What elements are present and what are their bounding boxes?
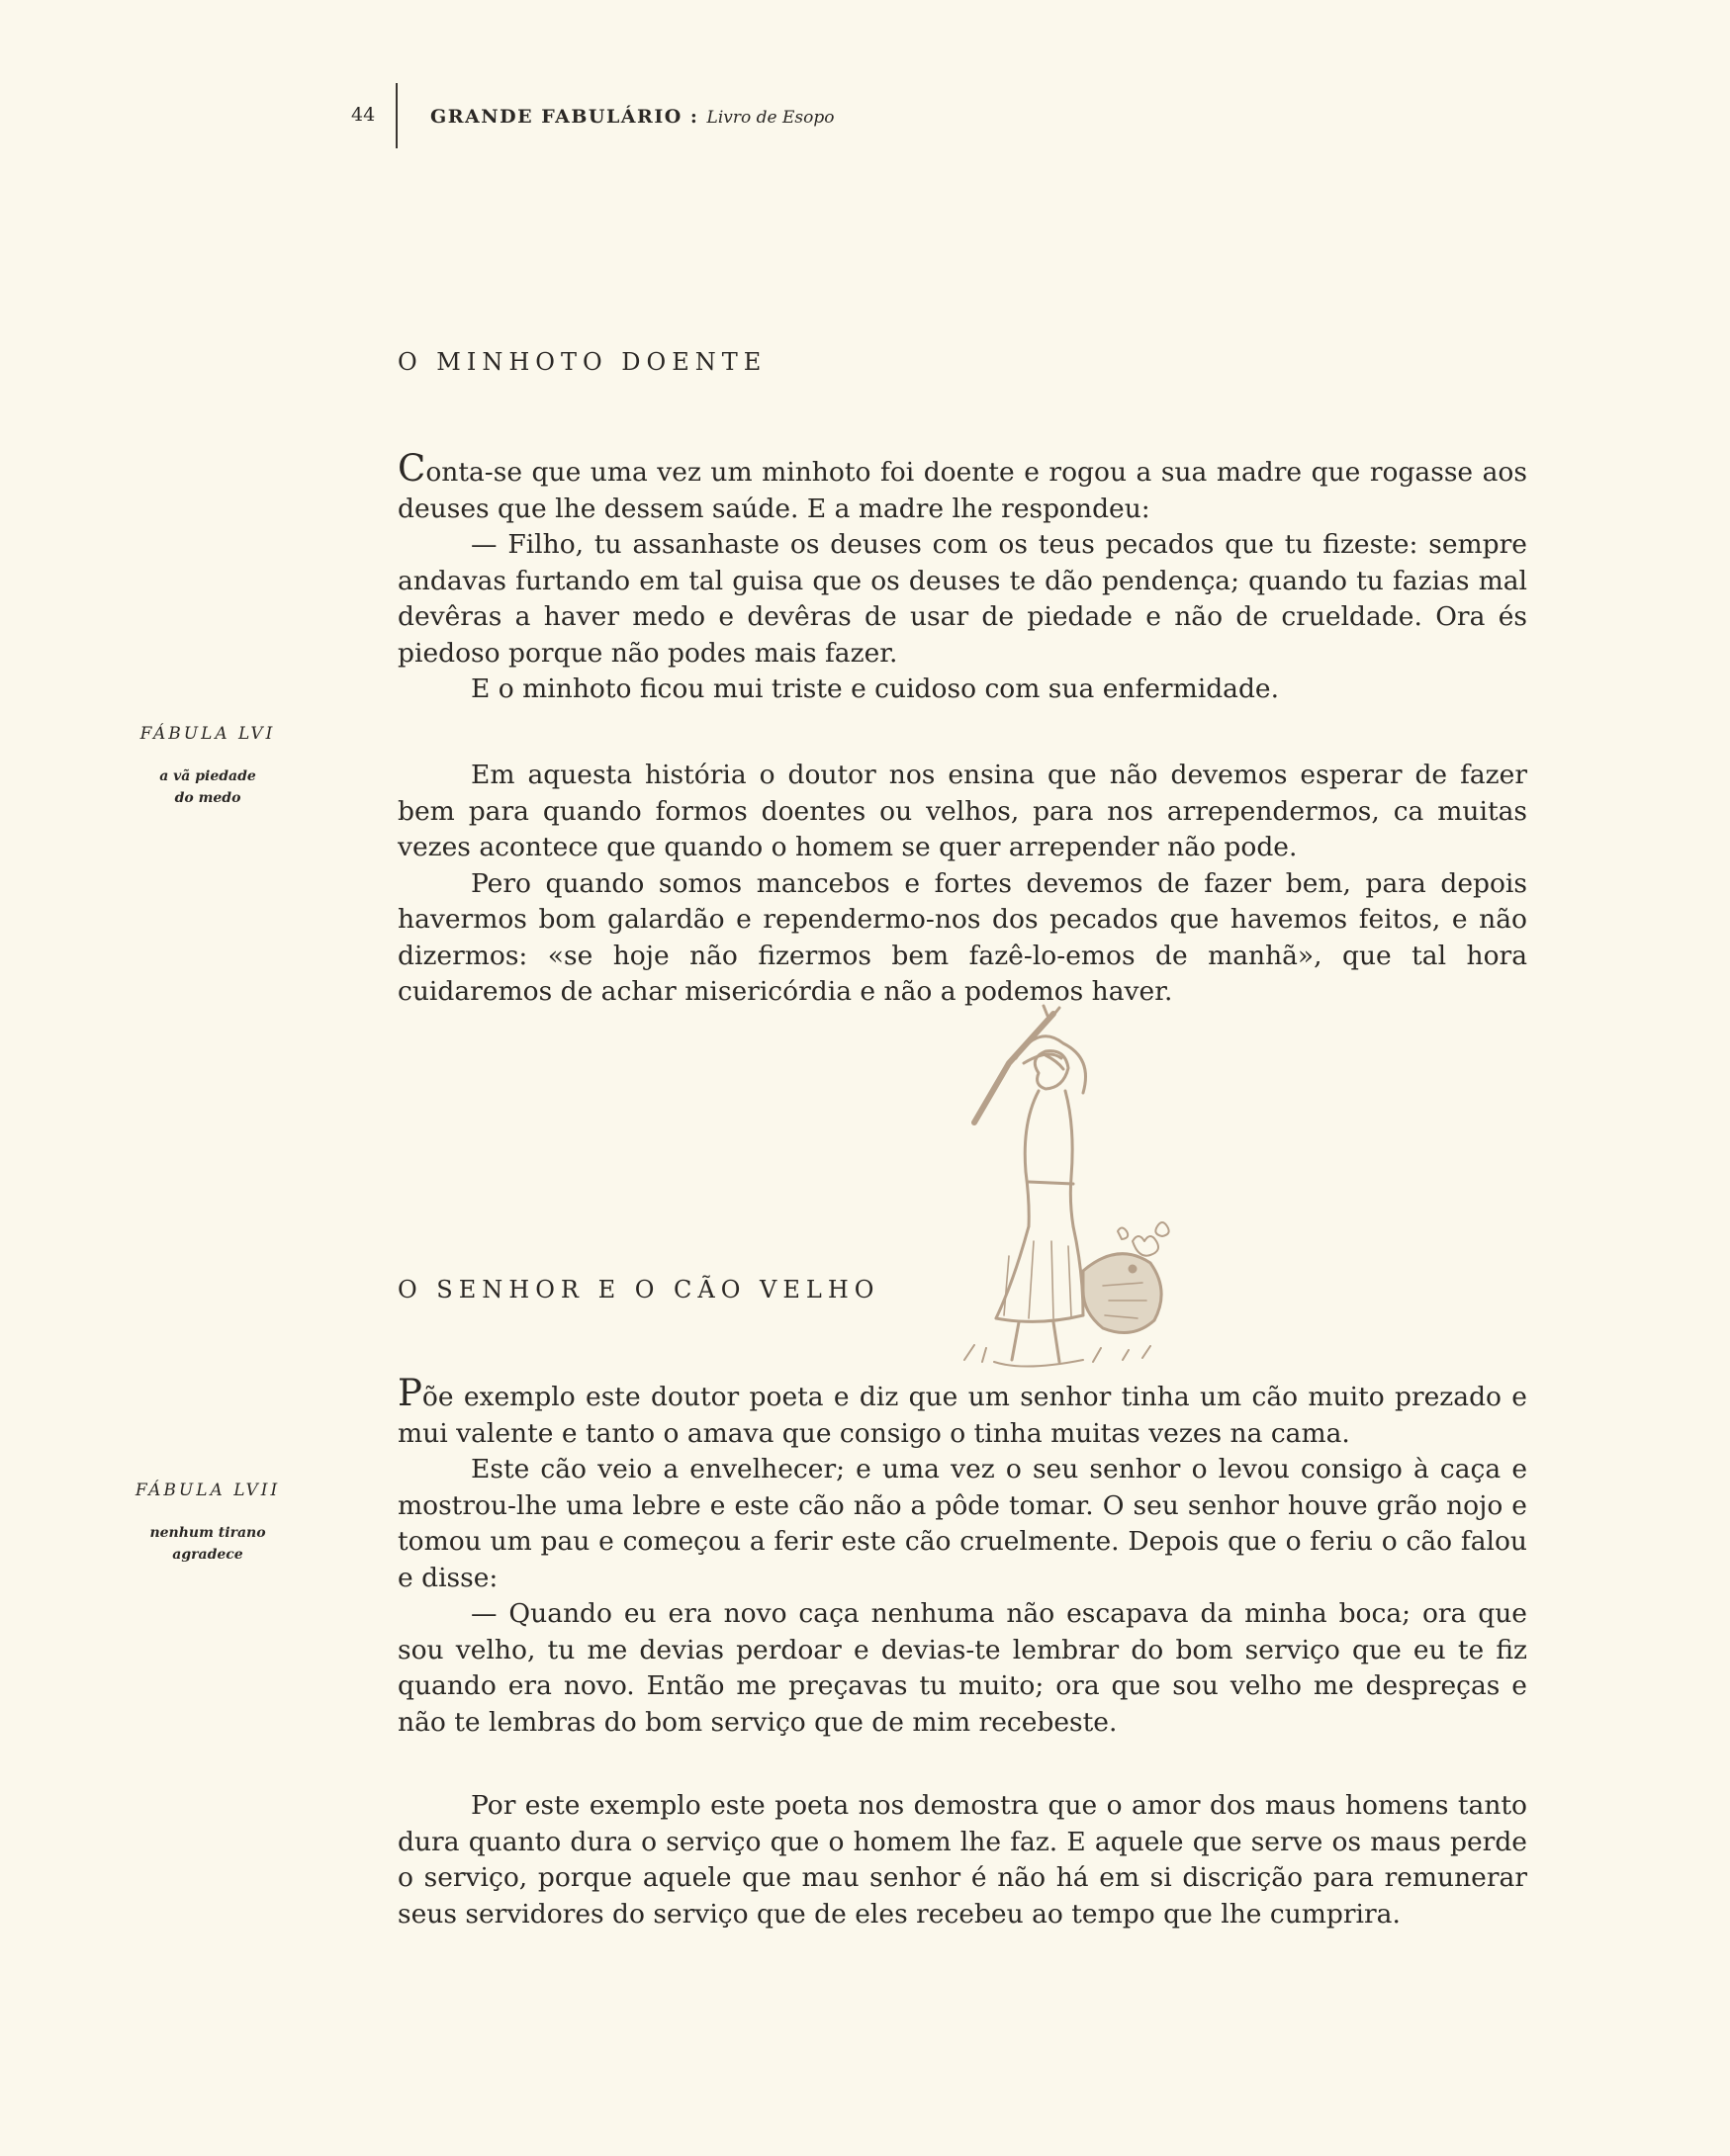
fable-note-line: agradece (172, 1547, 243, 1563)
fable-body (398, 447, 1527, 708)
fable-margin-label (99, 724, 317, 809)
fable-note-line: do medo (174, 790, 241, 806)
fable-moral (398, 1788, 1527, 1932)
moral-paragraph: Pero quando somos mancebos e fortes devemos de fazer bem, para depois havermos bom galardão e rependermo-nos dos pecados que havemos feitos, e não dizermos: «se hoje não fizermos bem fazê-lo-emos de manhã», que tal hora cuidaremos de achar misericórdia e não a podemos haver. (398, 867, 1527, 1007)
man-beating-dog-illustration (935, 1004, 1182, 1385)
fable-note-line: nenhum tirano (149, 1525, 266, 1541)
moral-paragraph: Por este exemplo este poeta nos demostra que o amor dos maus homens tanto dura quanto dura o serviço que o homem lhe faz. E aquele que serve os maus perde o serviço, porque aquele que mau senhor é não há em si discrição para remunerar seus servidores do serviço que de eles recebeu ao tempo que lhe cumprira. (398, 1790, 1527, 1930)
fable-body (398, 1372, 1527, 1741)
header-divider (396, 83, 398, 148)
fable-note-line: a vã piedade (159, 768, 256, 784)
fable-paragraph: E o minhoto ficou mui triste e cuidoso com sua enfermidade. (471, 674, 1280, 704)
fable-paragraph: — Filho, tu assanhaste os deuses com os teus pecados que tu fizeste: sempre andavas furtando em tal guisa que os deuses te dão pendença; quando tu fazias mal devêras a haver medo e devêras de usar de piedade e não de crueldade. Ora és piedoso porque não podes mais fazer. (398, 529, 1527, 669)
fable-moral (398, 758, 1527, 1011)
moral-paragraph: Em aquesta história o doutor nos ensina que não devemos esperar de fazer bem para quando formos doentes ou velhos, para nos arrependermos, ca muitas vezes acontece que quando o homem se quer arrepender não pode. (398, 760, 1527, 862)
page-number: 44 (351, 104, 376, 126)
fable-title: O MINHOTO DOENTE (398, 348, 768, 376)
book-title: GRANDE FABULÁRIO : (430, 106, 699, 128)
fable-title: O SENHOR E O CÃO VELHO (398, 1276, 880, 1303)
fable-number: FÁBULA LVI (139, 724, 276, 744)
fable-margin-label (99, 1481, 317, 1566)
fable-paragraph: Este cão veio a envelhecer; e uma vez o seu senhor o levou consigo à caça e mostrou-lhe uma lebre e este cão não a pôde tomar. O seu senhor houve grão nojo e tomou um pau e começou a ferir este cão cruelmente. Depois que o feriu o cão falou e disse: (398, 1454, 1527, 1593)
book-subtitle: Livro de Esopo (706, 108, 835, 128)
fable-paragraph: Conta-se que uma vez um minhoto foi doente e rogou a sua madre que rogasse aos deuses que lhe dessem saúde. E a madre lhe respondeu: (398, 447, 1527, 524)
fable-number: FÁBULA LVII (135, 1481, 281, 1500)
drop-letter: P (398, 1372, 422, 1414)
drop-letter: C (398, 447, 426, 490)
running-header (430, 106, 834, 128)
fable-paragraph: Põe exemplo este doutor poeta e diz que um senhor tinha um cão muito prezado e mui valente e tanto o amava que consigo o tinha muitas vezes na cama. (398, 1372, 1527, 1449)
fable-paragraph: — Quando eu era novo caça nenhuma não escapava da minha boca; ora que sou velho, tu me devias perdoar e devias-te lembrar do bom serviço que eu te fiz quando era novo. Então me preçavas tu muito; ora que sou velho me despreças e não te lembras do bom serviço que de mim recebeste. (398, 1598, 1527, 1738)
